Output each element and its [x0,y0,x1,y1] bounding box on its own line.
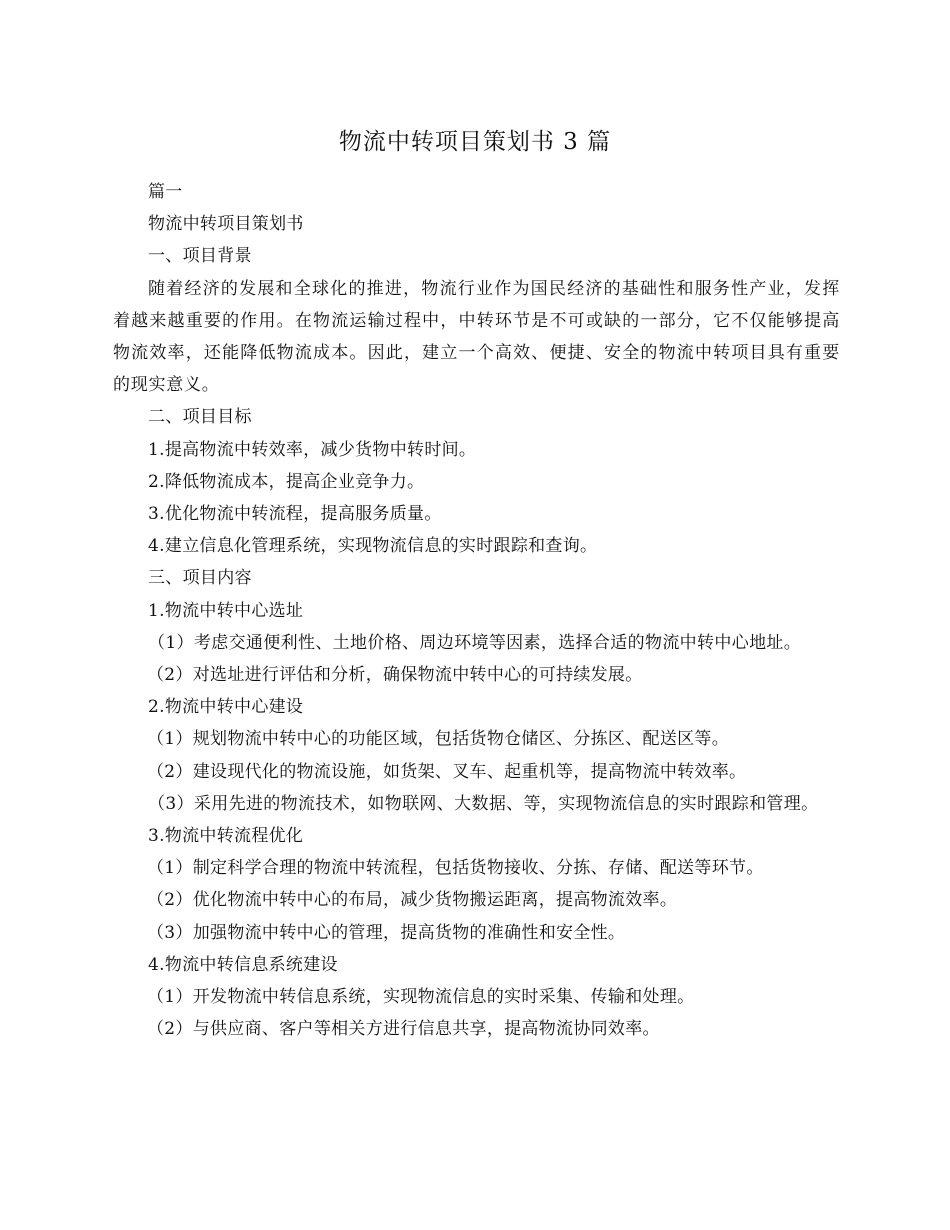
content-item: （1）规划物流中转中心的功能区域，包括货物仓储区、分拣区、配送区等。 [147,729,730,750]
subheading: 3.物流中转流程优化 [148,826,304,847]
subheading: 1.物流中转中心选址 [148,600,304,621]
content-item: （2）与供应商、客户等相关方进行信息共享，提高物流协同效率。 [147,1019,660,1040]
goal-item: 4.建立信息化管理系统，实现物流信息的实时跟踪和查询。 [148,536,598,557]
goal-item: 2.降低物流成本，提高企业竞争力。 [148,471,425,492]
content-item: （1）制定科学合理的物流中转流程，包括货物接收、分拣、存储、配送等环节。 [147,858,764,879]
heading-goals: 二、项目目标 [148,407,252,428]
goal-item: 3.优化物流中转流程，提高服务质量。 [148,504,442,525]
section-title: 物流中转项目策划书 [148,214,304,235]
content-item: （2）对选址进行评估和分析，确保物流中转中心的可持续发展。 [147,665,643,686]
content-item: （2）建设现代化的物流设施，如货架、叉车、起重机等，提高物流中转效率。 [147,761,747,782]
document-body [113,176,840,1045]
goal-item: 1.提高物流中转效率，减少货物中转时间。 [148,439,477,460]
subheading: 4.物流中转信息系统建设 [148,954,338,975]
heading-content: 三、项目内容 [148,568,252,589]
subheading: 2.物流中转中心建设 [148,697,304,718]
heading-background: 一、项目背景 [148,246,252,267]
section-label: 篇一 [148,182,183,202]
document-title: 物流中转项目策划书 3 篇 [338,129,612,155]
content-item: （3）采用先进的物流技术，如物联网、大数据、等，实现物流信息的实时跟踪和管理。 [148,793,819,814]
content-item: （1）考虑交通便利性、土地价格、周边环境等因素，选择合适的物流中转中心地址。 [148,632,802,653]
content-item: （2）优化物流中转中心的布局，减少货物搬运距离，提高物流效率。 [147,890,678,911]
content-item: （1）开发物流中转信息系统，实现物流信息的实时采集、传输和处理。 [147,987,695,1008]
content-item: （3）加强物流中转中心的管理，提高货物的准确性和安全性。 [147,922,626,943]
background-paragraph: 随着经济的发展和全球化的推进，物流行业作为国民经济的基础性和服务性产业，发挥着越来越重要的作用。在物流运输过程中，中转环节是不可或缺的一部分，它不仅能够提高物流效率，还能降低物流成本。因此，建立一个高效、便捷、安全的物流中转项目具有重要的现实意义。 [113,278,840,396]
